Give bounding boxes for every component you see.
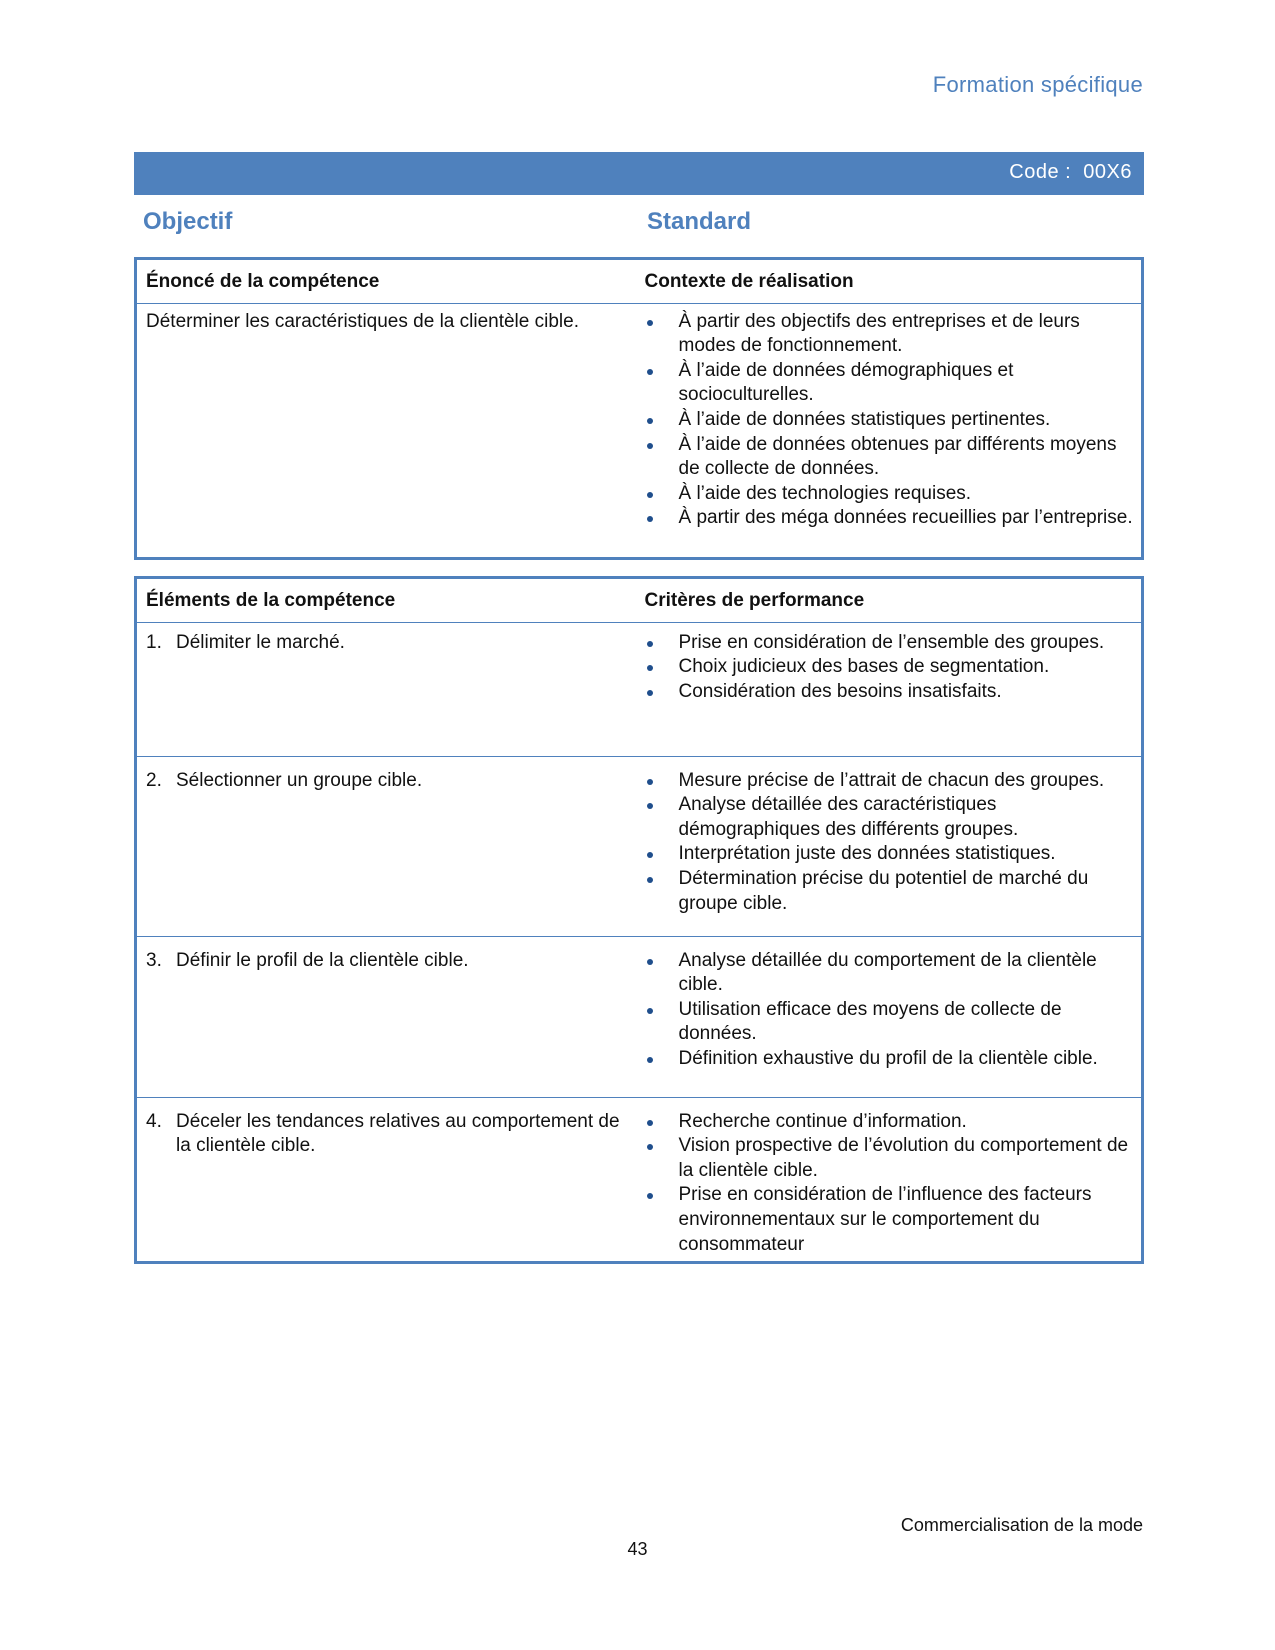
contexte-item: À partir des méga données recueillies par l’entreprise. [645, 506, 1134, 531]
footer-title: Commercialisation de la mode [900, 1515, 1143, 1535]
table-row [136, 622, 1143, 756]
page-number: 43 [627, 1539, 648, 1559]
contexte-item: À l’aide de données obtenues par différents moyens de collecte de données. [645, 433, 1134, 482]
critere-item: Analyse détaillée des caractéristiques démographiques des différents groupes. [645, 793, 1134, 842]
critere-item: Analyse détaillée du comportement de la clientèle cible. [645, 949, 1134, 998]
contexte-item: À l’aide des technologies requises. [645, 482, 1134, 507]
criteres-list [645, 631, 1134, 705]
header-criteres: Critères de performance [636, 578, 1143, 623]
critere-item: Détermination précise du potentiel de marché du groupe cible. [645, 867, 1134, 916]
critere-item: Choix judicieux des bases de segmentation. [645, 655, 1134, 680]
critere-item: Vision prospective de l’évolution du comportement de la clientèle cible. [645, 1134, 1134, 1183]
element-label: Sélectionner un groupe cible. [176, 769, 423, 791]
competence-table [134, 257, 1144, 560]
criteres-list [645, 769, 1134, 917]
enonce-text: Déterminer les caractéristiques de la clientèle cible. [146, 310, 579, 332]
contexte-item: À l’aide de données démographiques et socioculturelles. [645, 359, 1134, 408]
element-label: Déceler les tendances relatives au comportement de la clientèle cible. [176, 1110, 620, 1157]
code-label: Code : 00X6 [1009, 161, 1132, 183]
running-header: Formation spécifique [932, 72, 1143, 97]
element-label: Définir le profil de la clientèle cible. [176, 949, 469, 971]
critere-item: Recherche continue d’information. [645, 1110, 1134, 1135]
element-text [146, 1110, 628, 1159]
header-contexte: Contexte de réalisation [636, 259, 1143, 304]
contexte-item: À partir des objectifs des entreprises et de leurs modes de fonctionnement. [645, 310, 1134, 359]
element-number: 2. [146, 769, 162, 791]
element-text [146, 631, 628, 656]
table-row [136, 756, 1143, 936]
contexte-list [645, 310, 1134, 531]
critere-item: Utilisation efficace des moyens de collecte de données. [645, 998, 1134, 1047]
table-row [136, 936, 1143, 1097]
contexte-item: À l’aide de données statistiques pertinentes. [645, 408, 1134, 433]
criteres-list [645, 949, 1134, 1072]
table-row [136, 1097, 1143, 1263]
element-number: 1. [146, 631, 162, 653]
code-bar [134, 152, 1144, 195]
critere-item: Prise en considération de l’influence des facteurs environnementaux sur le comportement du consommateur [645, 1183, 1134, 1257]
element-label: Délimiter le marché. [176, 631, 345, 653]
header-enonce: Énoncé de la compétence [136, 259, 636, 304]
critere-item: Mesure précise de l’attrait de chacun des groupes. [645, 769, 1134, 794]
critere-item: Définition exhaustive du profil de la clientèle cible. [645, 1047, 1134, 1072]
header-elements: Éléments de la compétence [136, 578, 636, 623]
element-text [146, 949, 628, 974]
critere-item: Considération des besoins insatisfaits. [645, 680, 1134, 705]
element-text [146, 769, 628, 794]
section-standard: Standard [647, 208, 752, 235]
criteres-list [645, 1110, 1134, 1258]
critere-item: Prise en considération de l’ensemble des groupes. [645, 631, 1134, 656]
elements-table [134, 576, 1144, 1264]
critere-item: Interprétation juste des données statistiques. [645, 842, 1134, 867]
element-number: 3. [146, 949, 162, 971]
element-number: 4. [146, 1110, 162, 1132]
section-objectif: Objectif [143, 208, 233, 235]
